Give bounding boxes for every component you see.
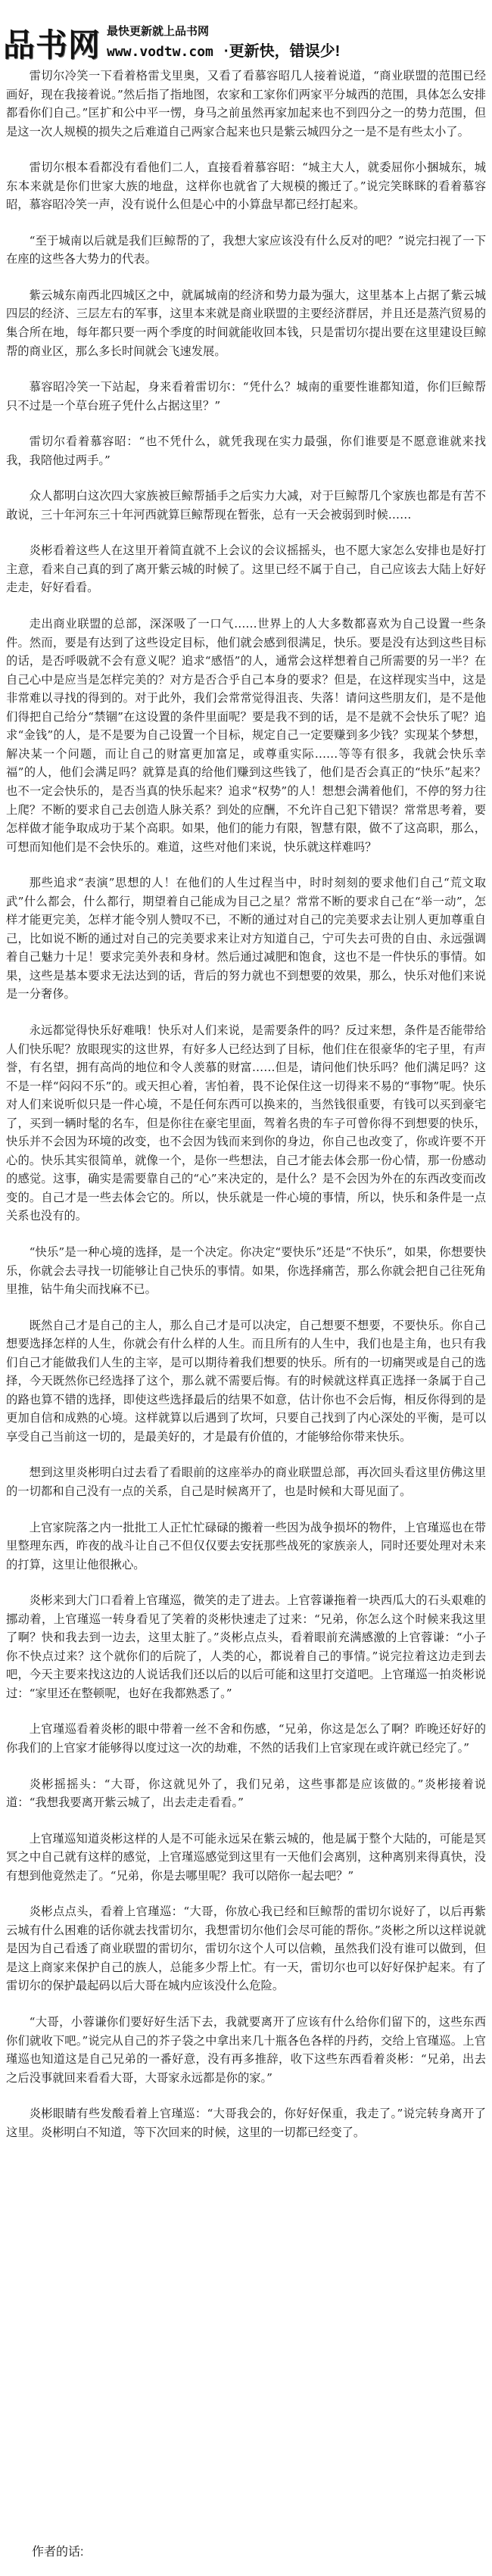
article-paragraph: “至于城南以后就是我们巨鲸帮的了，我想大家应该没有什么反对的吧？”说完扫视了一下在座的这些各大势力的代表。 [6, 233, 486, 266]
article-paragraph: 雷切尔冷笑一下看着格雷戈里奥，又看了看慕容昭几人接着说道，“商业联盟的范围已经画好，现在我接着说。”然后指了指地图，农家和工家你们两家平分城西的范围，具体怎么安排都看你们自己。”匡扩和公中平一愣，身马之前虽然再家加起来也不到四分之一的势力范围，但是这一次人规模的损失之后难道自己两家合起来也只是紫云城四分之一是不是有些太小了。 [6, 69, 486, 139]
article-paragraph: 永远都觉得快乐好难哦！快乐对人们来说，是需要条件的吗？反过来想，条件是否能带给人们快乐呢？放眼现实的这世界，有好多人已经达到了目标，他们住在很豪华的宅子里，有声誉，有名望，拥有高尚的地位和令人羡慕的财富……但是，请问他们快乐吗？他们满足吗？这不是一样“闷闷不乐”的。或天担心着，害怕着，畏不论保住这一切得来不易的“事物”呢。快乐对人们来说听似只是一件心境，不是任何东西可以换来的，当然钱很重要，有钱可以买到豪宅了，买到一辆时髦的名车，但是你往在豪宅里面，驾着名贵的车子可曾你得不到想要的快乐，快乐并不会因为环境的改变，也不会因为钱而来到你的身边，你自己也改变了，你或许要不开心的。快乐其实很简单，就像一个，是你一些想法，自己才能去体会那一份心情，那一份感动的感觉。这事，确实是需要靠自己的“心”来决定的，是什么？是不会因为外在的东西改变而改变的。自己才是一些去体会它的。所以，快乐就是一件心境的事情，所以，快乐和条件是一点关系也没有的。 [6, 1023, 486, 1223]
site-slogan: ·更新快，错误少! [223, 43, 341, 60]
article-paragraph: 炎彬来到大门口看着上官瑾巡，微笑的走了进去。上官蓉谦拖着一块西瓜大的石头艰难的挪动着，上官瑾巡一转身看见了笑着的炎彬快速走了过来：“兄弟，你怎么这个时候来我这里了啊？快和我去到一边去，这里太脏了。”炎彬点点头，看着眼前充满感激的上官蓉谦：“小子你不快点过来？这个就你们的后院了，人类的心，都说着自己的事情。”说完拉着这边走到去吧，今天主要来找这边的人说话我们还以后的以后可能和这里打交道吧。上官瑾巡一拍炎彬说过：“家里还在整顿呢，也好在我都熟悉了。” [6, 1593, 486, 1700]
article-paragraph: 既然自己才是自己的主人，那么自己才是可以决定，自己想要不想要，不要快乐。你自己想要选择怎样的人生，你就会有什么样的人生。而且所有的人生中，我们也是主角，也只有我们自己才能做我们人生的主宰，是可以期待着我们想要的快乐。所有的一切痛哭或是自己的选择，今天既然你已经选择了这个，那么就不需要后悔。有的时候就这样真正选择一条属于自己的路也算不错的选择，即使这些选择最后的结果不如意，估计你也不会后悔，相反你得到的是更加自信和成熟的心境。这样就算以后遇到了坎坷，只要自己找到了内心深处的平衡，是可以享受自己当前这一切的，是最美好的，才是最有价值的，才能够给你带来快乐。 [6, 1318, 486, 1444]
article-paragraph: 紫云城东南西北四城区之中，就属城南的经济和势力最为强大，这里基本上占据了紫云城四层的经济、三层左右的军事，这里本来就是商业联盟的主要经济群居，并且还是蒸汽贸易的集合所在地，每年都只要一两个季度的时间就能收回本钱，只是雷切尔提出要在这里建设巨鲸帮的商业区，那么多长时间就会飞速发展。 [6, 288, 486, 358]
site-url[interactable]: www.vodtw.com [107, 44, 213, 60]
site-url-row [107, 39, 340, 61]
article-paragraph: 炎彬眼睛有些发酸看着上官瑾巡：“大哥我会的，你好好保重，我走了。”说完转身离开了这里。炎彬明白不知道，等下次回来的时候，这里的一切都已经变了。 [6, 2107, 486, 2139]
article-paragraph: “快乐”是一种心境的选择，是一个决定。你决定“要快乐”还是“不快乐”，如果，你想要快乐，你就会去寻找一切能够让自己快乐的事情。如果，你选择痛苦，那么你就会把自己往死角里推，钻牛角尖而找麻不已。 [6, 1244, 486, 1297]
article-paragraph: 雷切尔看着慕容昭：“也不凭什么，就凭我现在实力最强，你们谁要是不愿意谁就来找我，我陪他过两手。” [6, 435, 486, 467]
site-subtitle-row [107, 23, 340, 39]
article-paragraph: 炎彬摇摇头：“大哥，你这就见外了，我们兄弟，这些事都是应该做的。”炎彬接着说道：“我想我要离开紫云城了，出去走走看看。” [6, 1777, 486, 1810]
article-paragraph: 上官瑾巡看着炎彬的眼中带着一丝不舍和伤感，“兄弟，你这是怎么了啊？昨晚还好好的你我们的上官家才能够得以度过这一次的劫难，不然的话我们上官家现在或许就已经完了。” [6, 1722, 486, 1755]
author-note: 作者的话: [32, 2546, 84, 2559]
article-paragraph: “大哥，小蓉谦你们要好好生活下去，我就要离开了应该有什么给你们留下的，这些东西你们就收下吧。”说完从自己的芥子袋之中拿出来几十瓶各色各样的丹药，交给上官瑾巡。上官瑾巡也知道这是自己兄弟的一番好意，没有再多推辞，收下这些东西看着炎彬：“兄弟，出去之后没事就回来看看大哥，大哥家永远都是你的家。” [6, 2015, 486, 2085]
article-paragraph: 走出商业联盟的总部，深深吸了一口气……世界上的人大多数都喜欢为自己设置一些条件。然而，要是有达到了这些设定目标，他们就会感到很满足，快乐。要是没有达到这些目标的话，是否呼吸就不会有意义呢？追求“感悟”的人，通常会这样想着自己所需要的另一半？在自己心中是应当是怎样完美的？对方是否合乎自己本身的要求？但是，在这样现实当中，这是非常难以寻找的得到的。对于此外，我们会常常觉得沮丧、失落！请问这些朋友们，是不是他们得把自己给分“禁锢”在这设置的条件里面呢？要是我不到的话，是不是就不会快乐了呢？追求“金钱”的人，是不是要为自己设置一个目标，规定自己一定要赚到多少钱？实现某个梦想，解决某一个问题，而让自己的财富更加富足，或尊重实际……等等有很多，我就会快乐幸福”的人，他们会满足吗？就算是真的给他们赚到这些钱了，他们是否会真正的“快乐”起来？也不一定会快乐的，是否当真的快乐起来？追求“权势”的人！想想会满着他们，不停的努力往上爬？不断的要求自己去创造人脉关系？到处的应酬，不允许自己犯下错误？常常思考着，要怎样做才能争取成功于某个高职。如果，他们的能力有限，智慧有限，做不了这高职，那么，可想而知他们是不会快乐的。难道，这些对他们来说，快乐就这样难吗？ [6, 617, 486, 854]
article-paragraph: 炎彬点点头，看着上官瑾巡：“大哥，你放心我已经和巨鲸帮的雷切尔说好了，以后再紫云城有什么困难的话你就去找雷切尔，我想雷切尔他们会尽可能的帮你。”炎彬之所以这样说就是因为自己看透了商业联盟的雷切尔，雷切尔这个人可以信赖，虽然我们没有谁可以做到，但是这上商家来保护自己的族人，总能多少帮上忙。有一天，雷切尔也可以好好保护起来。有了雷切尔的保护最起码以后大哥在城内应该没什么危险。 [6, 1905, 486, 1993]
article-paragraph: 那些追求“表演”思想的人！在他们的人生过程当中，时时刻刻的要求他们自己“荒文取武”什么都会，什么都行，期望着自己能成为目己之星？常常不断的要求自己在“举一动”，怎样才能更完美，怎样才能令别人赞叹不已，不断的通过对自己的完美要求去让别人更加尊重自己，比如说不断的通过对自己的完美要求来让对方知道自己，宁可失去可贵的自由、永远强调着自己魅力十足！要求完美外表和身材。然后通过减肥和饱食，这也不是一件快乐的事情。如果，这些是基本要求无法达到的话，背后的努力就也不到想要的效果，那么，快乐对他们来说是一分奢侈。 [6, 876, 486, 1001]
article-paragraph: 上官家院落之内一批批工人正忙忙碌碌的搬着一些因为战争损坏的物件，上官瑾巡也在带里整理东西，昨夜的战斗让自己不但仅仅要去安抚那些战死的家族亲人，同时还要处理对未来的打算，这里让他很揪心。 [6, 1520, 486, 1571]
article-body [6, 67, 486, 2542]
site-header [3, 0, 489, 64]
site-header-texts [107, 23, 340, 64]
article-paragraph: 众人都明白这次四大家族被巨鲸帮插手之后实力大减，对于巨鲸帮几个家族也都是有苦不敢说，三十年河东三十年河西就算巨鲸帮现在暂张，总有一天会被弱到时候…… [6, 489, 486, 522]
article-paragraph: 雷切尔根本看都没有看他们二人，直接看着慕容昭：“城主大人，就委屈你小捆城东，城东本来就是你们世家大族的地盘，这样你也就省了大规模的搬迁了。”说完笑眯眯的看着慕容昭，慕容昭冷笑一声，没有说什么但是心中的小算盘早都已经打起来。 [6, 160, 486, 212]
article-paragraph: 想到这里炎彬明白过去看了看眼前的这座举办的商业联盟总部，再次回头看这里仿佛这里的一切都和自己没有一点的关系，自己是时候离开了，也是时候和大哥见面了。 [6, 1466, 486, 1498]
article-paragraph: 上官瑾巡知道炎彬这样的人是不可能永远呆在紫云城的，他是属于整个大陆的，可能是冥冥之中自己就有这样的感觉，上官瑾巡感觉到这里有一天他们会离别，这种离别来得真快，没有想到他竟然走了。“兄弟，你是去哪里呢？我可以陪你一起去吧？” [6, 1831, 486, 1883]
site-logo[interactable]: 品书网 [3, 26, 101, 64]
article-paragraph: 炎彬看着这些人在这里开着简直就不上会议的会议摇摇头，也不愿大家怎么安排也是好打主意，看来自己真的到了离开紫云城的时候了。这里已经不属于自己，自己应该去大陆上好好走走，好好看看。 [6, 544, 486, 595]
site-subtitle: 最快更新就上品书网 [107, 25, 210, 38]
article-paragraph: 慕容昭冷笑一下站起，身来看着雷切尔：“凭什么？城南的重要性谁都知道，你们巨鲸帮只不过是一个草台班子凭什么占据这里？” [6, 380, 486, 413]
